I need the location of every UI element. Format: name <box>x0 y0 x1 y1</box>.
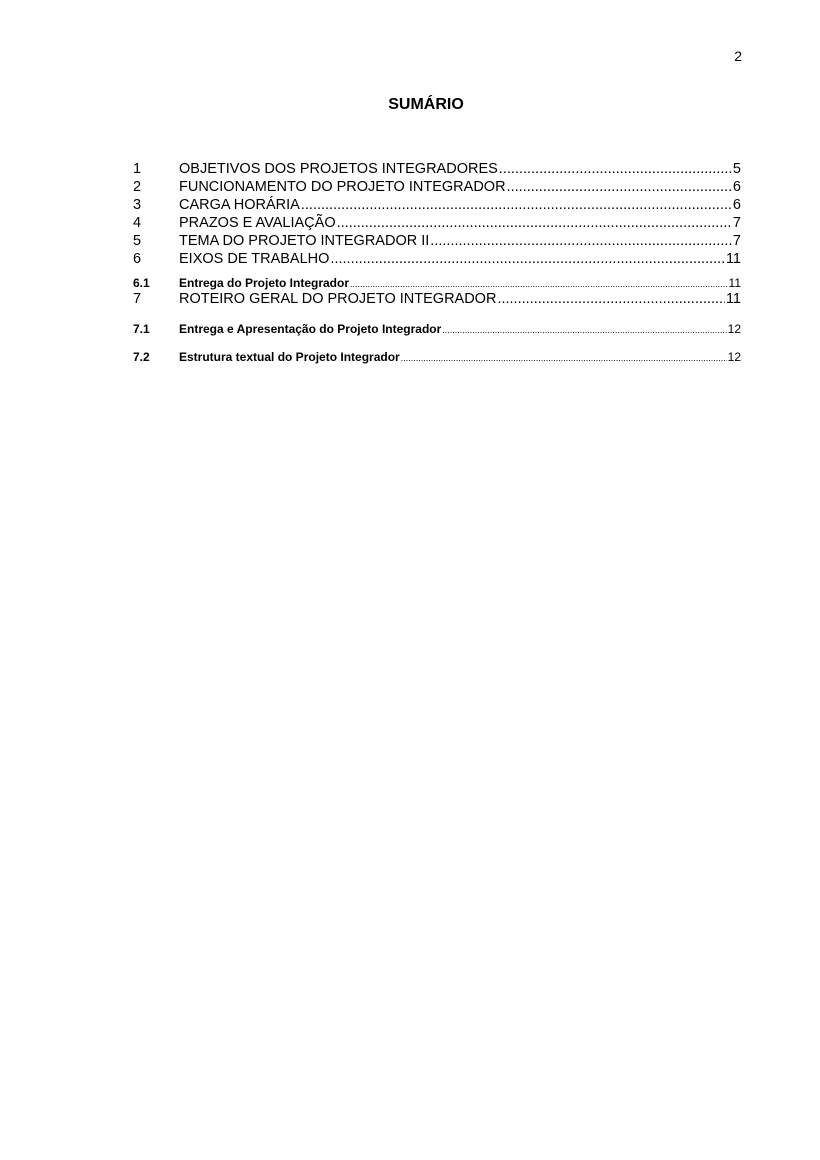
toc-entry-7-1[interactable] <box>133 322 741 336</box>
toc-entry-page: 7 <box>732 215 741 231</box>
toc-entry-number: 6.1 <box>133 276 150 290</box>
dot-leader <box>497 290 725 308</box>
dot-leader <box>499 160 732 178</box>
toc-entry-page: 12 <box>727 350 741 364</box>
dot-leader <box>401 351 727 365</box>
toc-entry-page: 6 <box>732 179 741 195</box>
toc-entry-label: Estrutura textual do Projeto Integrador <box>179 350 400 364</box>
toc-entry-number: 4 <box>133 215 142 231</box>
toc-entry-4[interactable] <box>133 214 741 232</box>
toc-entry-7[interactable] <box>133 290 741 308</box>
toc-entry-number: 5 <box>133 233 142 249</box>
page-title: SUMÁRIO <box>388 96 464 113</box>
toc-entry-page: 6 <box>732 197 741 213</box>
toc-entry-number: 7.1 <box>133 322 150 336</box>
dot-leader <box>442 323 726 337</box>
toc-entry-page: 7 <box>732 233 741 249</box>
toc-entry-number: 6 <box>133 251 142 267</box>
dot-leader <box>337 214 732 232</box>
toc-entry-page: 12 <box>727 322 741 336</box>
dot-leader <box>301 196 732 214</box>
toc-entry-label: PRAZOS E AVALIAÇÃO <box>179 215 336 231</box>
toc-entry-label: OBJETIVOS DOS PROJETOS INTEGRADORES <box>179 161 498 177</box>
toc-entry-6-1[interactable] <box>133 276 741 290</box>
toc-entry-label: TEMA DO PROJETO INTEGRADOR II <box>179 233 430 249</box>
dot-leader <box>507 178 732 196</box>
toc-entry-6[interactable] <box>133 250 741 268</box>
toc-entry-page: 11 <box>728 276 741 290</box>
toc-entry-label: EIXOS DE TRABALHO <box>179 251 330 267</box>
toc-entry-number: 3 <box>133 197 142 213</box>
toc-entry-5[interactable] <box>133 232 741 250</box>
toc-entry-label: ROTEIRO GERAL DO PROJETO INTEGRADOR <box>179 291 497 307</box>
toc-entry-label: Entrega do Projeto Integrador <box>179 276 350 290</box>
toc-entry-label: CARGA HORÁRIA <box>179 197 300 213</box>
toc-entry-2[interactable] <box>133 178 741 196</box>
page-number: 2 <box>734 48 742 64</box>
dot-leader <box>350 277 728 291</box>
toc-entry-label: FUNCIONAMENTO DO PROJETO INTEGRADOR <box>179 179 506 195</box>
toc-entry-page: 11 <box>725 291 741 307</box>
toc-entry-7-2[interactable] <box>133 350 741 364</box>
toc-entry-label: Entrega e Apresentação do Projeto Integrador <box>179 322 442 336</box>
dot-leader <box>430 232 732 250</box>
toc-entry-number: 7.2 <box>133 350 150 364</box>
toc-entry-page: 11 <box>725 251 741 267</box>
toc-entry-3[interactable] <box>133 196 741 214</box>
toc-entry-page: 5 <box>732 161 741 177</box>
dot-leader <box>330 250 725 268</box>
toc-entry-number: 2 <box>133 179 142 195</box>
table-of-contents <box>133 160 741 364</box>
toc-entry-number: 1 <box>133 161 142 177</box>
toc-entry-number: 7 <box>133 291 142 307</box>
toc-entry-1[interactable] <box>133 160 741 178</box>
